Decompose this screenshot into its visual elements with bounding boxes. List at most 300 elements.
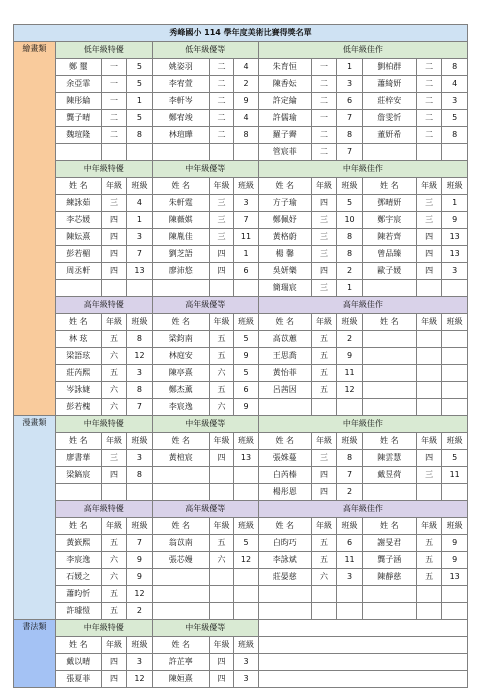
header-class: 班級 — [127, 433, 153, 450]
winner-name: 謝旻君 — [362, 535, 416, 552]
winner-grade: 五 — [209, 535, 233, 552]
winner-name — [55, 280, 101, 297]
header-name: 姓 名 — [152, 433, 209, 450]
winner-grade — [209, 280, 233, 297]
header-name: 姓 名 — [258, 178, 311, 195]
winner-class: 8 — [127, 331, 153, 348]
winner-name: 姚姿羽 — [152, 59, 209, 76]
winner-name: 張芯嫚 — [152, 552, 209, 569]
header-grade: 年級 — [101, 637, 127, 654]
winner-grade: 五 — [209, 348, 233, 365]
winner-class: 11 — [234, 229, 258, 246]
winner-class: 8 — [127, 127, 153, 144]
winner-grade: 四 — [101, 246, 127, 263]
header-class: 班級 — [127, 178, 153, 195]
winner-grade: 三 — [416, 212, 442, 229]
winner-class: 3 — [442, 263, 468, 280]
winner-class: 6 — [337, 93, 363, 110]
winner-grade — [101, 144, 127, 161]
winner-class: 8 — [127, 467, 153, 484]
winner-class: 13 — [442, 229, 468, 246]
winner-row — [14, 76, 468, 93]
winner-name — [362, 382, 416, 399]
winner-class: 3 — [337, 76, 363, 93]
winner-name — [362, 144, 416, 161]
winner-class — [234, 484, 258, 501]
winner-name: 林瑄曄 — [152, 127, 209, 144]
winner-name: 莊梓安 — [362, 93, 416, 110]
group-title: 高年級優等 — [152, 501, 258, 518]
winner-grade: 五 — [311, 348, 337, 365]
header-grade: 年級 — [101, 433, 127, 450]
winner-grade: 四 — [101, 467, 127, 484]
winner-row — [14, 59, 468, 76]
winner-row — [14, 552, 468, 569]
winner-row — [14, 467, 468, 484]
winner-name: 莊晏慈 — [258, 569, 311, 586]
winner-name — [152, 144, 209, 161]
winner-name — [258, 603, 311, 620]
winner-name: 李宸逸 — [152, 399, 209, 416]
winner-class: 9 — [337, 348, 363, 365]
header-name: 姓 名 — [152, 178, 209, 195]
winner-name: 黃嶔熙 — [55, 535, 101, 552]
winner-name: 陳胤佳 — [152, 229, 209, 246]
winner-grade: 四 — [416, 246, 442, 263]
winner-name: 莊芮熙 — [55, 365, 101, 382]
group-title: 高年級特優 — [55, 297, 152, 314]
group-title: 高年級佳作 — [258, 501, 467, 518]
winner-grade: 五 — [209, 331, 233, 348]
winner-grade: 六 — [209, 552, 233, 569]
winner-grade: 三 — [101, 195, 127, 212]
winner-name: 蕭昀忻 — [55, 586, 101, 603]
winner-class: 4 — [234, 110, 258, 127]
winner-name: 李芯媛 — [55, 212, 101, 229]
winner-grade: 二 — [416, 93, 442, 110]
winner-class: 10 — [337, 212, 363, 229]
winner-name: 高苡蕙 — [258, 331, 311, 348]
winner-grade: 六 — [101, 569, 127, 586]
group-title: 中年級特優 — [55, 161, 152, 178]
winner-name: 李宥萱 — [152, 76, 209, 93]
winner-grade: 二 — [209, 127, 233, 144]
winner-name: 許芷寧 — [152, 654, 209, 671]
header-grade: 年級 — [209, 637, 233, 654]
header-class: 班級 — [127, 518, 153, 535]
group-title: 中年級優等 — [152, 161, 258, 178]
winner-grade: 四 — [101, 671, 127, 688]
winner-name — [152, 467, 209, 484]
winner-class — [234, 467, 258, 484]
winner-name: 鄭杰薰 — [152, 382, 209, 399]
winner-class: 8 — [442, 59, 468, 76]
header-grade: 年級 — [416, 178, 442, 195]
winner-name: 李軒岑 — [152, 93, 209, 110]
winner-name — [152, 603, 209, 620]
winner-grade — [416, 348, 442, 365]
winner-row — [14, 586, 468, 603]
winner-grade: 三 — [209, 229, 233, 246]
winner-class — [442, 280, 468, 297]
winner-class: 2 — [127, 603, 153, 620]
winner-class: 7 — [337, 467, 363, 484]
winner-grade — [416, 586, 442, 603]
winner-class: 3 — [127, 229, 153, 246]
winner-class: 12 — [127, 348, 153, 365]
winner-name: 翁苡南 — [152, 535, 209, 552]
winner-class: 12 — [127, 586, 153, 603]
winner-class: 1 — [337, 59, 363, 76]
column-header-row — [14, 518, 468, 535]
winner-class: 7 — [337, 110, 363, 127]
winner-grade: 五 — [416, 569, 442, 586]
winner-grade — [416, 382, 442, 399]
winner-row — [14, 331, 468, 348]
winner-class: 8 — [337, 127, 363, 144]
winner-grade: 四 — [101, 229, 127, 246]
winner-grade: 五 — [101, 603, 127, 620]
winner-grade: 三 — [416, 195, 442, 212]
winner-grade — [311, 586, 337, 603]
header-grade: 年級 — [209, 178, 233, 195]
column-header-row — [14, 314, 468, 331]
winner-class: 4 — [234, 59, 258, 76]
winner-class: 9 — [234, 93, 258, 110]
winner-grade — [416, 399, 442, 416]
header-class: 班級 — [337, 518, 363, 535]
winner-row — [14, 654, 468, 671]
winner-class — [234, 280, 258, 297]
winner-name: 許儒瑜 — [258, 110, 311, 127]
winner-class — [127, 280, 153, 297]
header-grade: 年級 — [416, 518, 442, 535]
group-title: 中年級優等 — [152, 416, 258, 433]
group-title: 中年級特優 — [55, 416, 152, 433]
group-title: 中年級特優 — [55, 620, 152, 637]
winner-class: 3 — [127, 450, 153, 467]
winner-class: 8 — [234, 127, 258, 144]
winner-grade: 四 — [209, 263, 233, 280]
winner-grade: 五 — [311, 331, 337, 348]
winner-class: 5 — [442, 110, 468, 127]
winner-grade: 四 — [311, 263, 337, 280]
empty-cell — [258, 620, 467, 637]
winner-grade: 二 — [416, 110, 442, 127]
winner-grade: 一 — [101, 59, 127, 76]
winner-name: 陳香妘 — [258, 76, 311, 93]
winner-row — [14, 195, 468, 212]
winner-name — [55, 484, 101, 501]
winner-grade — [209, 586, 233, 603]
winner-grade: 六 — [101, 399, 127, 416]
winner-name: 梁鈞南 — [152, 331, 209, 348]
winner-name: 鄭佩妤 — [258, 212, 311, 229]
winner-name: 龔子晴 — [55, 110, 101, 127]
winner-class — [127, 144, 153, 161]
winner-grade: 六 — [101, 552, 127, 569]
winner-grade: 五 — [416, 552, 442, 569]
winner-class: 5 — [127, 110, 153, 127]
winner-grade — [209, 569, 233, 586]
winner-class: 8 — [127, 382, 153, 399]
winner-grade: 五 — [311, 365, 337, 382]
header-grade: 年級 — [209, 518, 233, 535]
winner-grade — [311, 603, 337, 620]
winner-class: 2 — [234, 76, 258, 93]
header-class: 班級 — [442, 518, 468, 535]
winner-grade: 一 — [101, 76, 127, 93]
winner-grade: 一 — [311, 59, 337, 76]
winner-class: 8 — [337, 229, 363, 246]
winner-class: 7 — [127, 399, 153, 416]
winner-grade — [209, 603, 233, 620]
winner-grade: 二 — [101, 110, 127, 127]
winner-grade: 四 — [416, 450, 442, 467]
winner-class — [234, 569, 258, 586]
winner-name: 練詠茹 — [55, 195, 101, 212]
winner-class: 13 — [127, 263, 153, 280]
group-title: 低年級佳作 — [258, 42, 467, 59]
winner-row — [14, 399, 468, 416]
category-label: 繪畫類 — [22, 44, 47, 53]
header-grade: 年級 — [101, 518, 127, 535]
header-name: 姓 名 — [152, 314, 209, 331]
winner-name: 黃怡菲 — [258, 365, 311, 382]
group-title-row — [14, 161, 468, 178]
winner-grade — [209, 144, 233, 161]
winner-name: 張姝蔓 — [258, 450, 311, 467]
winner-row — [14, 569, 468, 586]
winner-class — [442, 586, 468, 603]
winner-name — [362, 331, 416, 348]
winner-class: 13 — [442, 569, 468, 586]
winner-grade — [416, 484, 442, 501]
winner-name: 龔子涵 — [362, 552, 416, 569]
winner-grade: 三 — [311, 246, 337, 263]
winner-grade: 三 — [209, 212, 233, 229]
winner-name: 朱育恒 — [258, 59, 311, 76]
winner-name: 彭若楣 — [55, 246, 101, 263]
winner-grade: 四 — [101, 654, 127, 671]
winner-name: 朱軒霆 — [152, 195, 209, 212]
winner-name: 王思喬 — [258, 348, 311, 365]
winner-class: 9 — [442, 535, 468, 552]
winner-row — [14, 246, 468, 263]
header-grade: 年級 — [416, 314, 442, 331]
winner-grade — [416, 280, 442, 297]
winner-class: 5 — [442, 450, 468, 467]
winner-name — [152, 586, 209, 603]
winner-name: 鄭宇宸 — [362, 212, 416, 229]
header-name: 姓 名 — [55, 433, 101, 450]
winner-name: 歐子媛 — [362, 263, 416, 280]
header-class: 班級 — [234, 433, 258, 450]
winner-class: 1 — [442, 195, 468, 212]
winner-name: 梁語玹 — [55, 348, 101, 365]
winner-name: 許璩愷 — [55, 603, 101, 620]
winner-grade — [416, 365, 442, 382]
winner-name — [362, 348, 416, 365]
winner-class — [442, 484, 468, 501]
winner-row — [14, 382, 468, 399]
category-calligraphy — [14, 620, 56, 688]
header-class: 班級 — [442, 178, 468, 195]
winner-grade — [416, 144, 442, 161]
winner-name — [362, 586, 416, 603]
winner-grade: 二 — [101, 127, 127, 144]
winner-row — [14, 93, 468, 110]
header-name: 姓 名 — [362, 433, 416, 450]
header-class: 班級 — [234, 314, 258, 331]
winner-name: 黃楦宸 — [152, 450, 209, 467]
winner-name: 魏瑄隆 — [55, 127, 101, 144]
winner-class: 1 — [127, 93, 153, 110]
winner-grade: 二 — [311, 76, 337, 93]
winner-grade: 五 — [101, 331, 127, 348]
group-title: 高年級優等 — [152, 297, 258, 314]
winner-name: 陳彤綸 — [55, 93, 101, 110]
winner-class: 3 — [127, 365, 153, 382]
winner-class: 5 — [234, 535, 258, 552]
winner-name: 陳雲慧 — [362, 450, 416, 467]
winner-name: 管宸菲 — [258, 144, 311, 161]
winner-name: 陳靜慈 — [362, 569, 416, 586]
group-title: 高年級佳作 — [258, 297, 467, 314]
winner-grade: 五 — [101, 365, 127, 382]
winner-grade: 五 — [101, 586, 127, 603]
winner-grade: 四 — [311, 195, 337, 212]
header-class: 班級 — [234, 518, 258, 535]
header-name: 姓 名 — [55, 637, 101, 654]
header-grade: 年級 — [101, 314, 127, 331]
winner-class: 11 — [337, 552, 363, 569]
winner-class: 5 — [127, 76, 153, 93]
header-name: 姓 名 — [258, 314, 311, 331]
winner-name: 陳姮熹 — [152, 671, 209, 688]
winner-class: 12 — [337, 382, 363, 399]
winner-name — [55, 144, 101, 161]
winner-grade: 三 — [311, 229, 337, 246]
header-class: 班級 — [442, 433, 468, 450]
winner-class — [337, 586, 363, 603]
winner-grade: 二 — [209, 59, 233, 76]
winner-grade: 五 — [311, 535, 337, 552]
winner-grade: 六 — [209, 365, 233, 382]
winner-class: 9 — [234, 399, 258, 416]
winner-name — [258, 586, 311, 603]
header-class: 班級 — [442, 314, 468, 331]
winner-class: 5 — [234, 365, 258, 382]
winner-grade: 三 — [311, 212, 337, 229]
winner-grade: 一 — [311, 110, 337, 127]
winner-class: 3 — [234, 654, 258, 671]
winner-grade: 六 — [311, 569, 337, 586]
winner-row — [14, 348, 468, 365]
winner-name: 蕭綺妍 — [362, 76, 416, 93]
winner-grade: 二 — [416, 127, 442, 144]
category-painting — [14, 42, 56, 416]
winner-grade: 五 — [416, 535, 442, 552]
winner-name: 鄧晴妍 — [362, 195, 416, 212]
title-row — [14, 25, 468, 42]
header-name: 姓 名 — [258, 433, 311, 450]
winner-grade: 二 — [311, 127, 337, 144]
winner-class: 4 — [442, 76, 468, 93]
winner-grade: 四 — [416, 229, 442, 246]
winner-class — [234, 603, 258, 620]
winner-class — [234, 144, 258, 161]
group-title: 低年級優等 — [152, 42, 258, 59]
winner-name — [152, 280, 209, 297]
winner-class: 11 — [442, 467, 468, 484]
header-grade: 年級 — [311, 518, 337, 535]
header-name: 姓 名 — [152, 637, 209, 654]
header-name: 姓 名 — [362, 314, 416, 331]
winner-class: 5 — [337, 195, 363, 212]
winner-grade: 五 — [311, 552, 337, 569]
winner-name: 廖書華 — [55, 450, 101, 467]
empty-cell — [258, 654, 467, 671]
winner-class — [442, 331, 468, 348]
header-name: 姓 名 — [152, 518, 209, 535]
winner-grade: 五 — [311, 382, 337, 399]
winner-grade: 五 — [209, 382, 233, 399]
winner-class: 11 — [337, 365, 363, 382]
winner-name: 石媛之 — [55, 569, 101, 586]
winner-name — [152, 569, 209, 586]
header-grade: 年級 — [311, 433, 337, 450]
winner-class: 3 — [234, 195, 258, 212]
winner-class: 6 — [234, 263, 258, 280]
winner-name: 許定綸 — [258, 93, 311, 110]
winner-class — [442, 399, 468, 416]
winner-class: 3 — [234, 671, 258, 688]
header-name: 姓 名 — [55, 178, 101, 195]
winner-class: 2 — [337, 263, 363, 280]
winner-class: 1 — [127, 212, 153, 229]
winner-class: 9 — [127, 569, 153, 586]
winner-name: 陳亭熹 — [152, 365, 209, 382]
winner-grade: 四 — [101, 212, 127, 229]
winner-name: 董妍希 — [362, 127, 416, 144]
header-grade: 年級 — [416, 433, 442, 450]
winner-name: 李詠斌 — [258, 552, 311, 569]
winner-grade: 二 — [416, 76, 442, 93]
winner-class: 9 — [442, 552, 468, 569]
winner-name: 彭若槐 — [55, 399, 101, 416]
winner-name: 劉柏群 — [362, 59, 416, 76]
winner-class: 9 — [442, 212, 468, 229]
empty-cell — [258, 637, 467, 654]
header-grade: 年級 — [101, 178, 127, 195]
winner-grade: 二 — [311, 93, 337, 110]
winner-grade: 三 — [416, 467, 442, 484]
winner-class: 5 — [127, 59, 153, 76]
winner-grade: 一 — [101, 93, 127, 110]
header-class: 班級 — [337, 314, 363, 331]
winner-class: 6 — [234, 382, 258, 399]
winner-name: 方子瑜 — [258, 195, 311, 212]
winner-class: 6 — [337, 535, 363, 552]
winner-row — [14, 144, 468, 161]
winner-grade — [311, 399, 337, 416]
winner-grade: 二 — [209, 110, 233, 127]
winner-class: 7 — [127, 246, 153, 263]
winner-row — [14, 127, 468, 144]
winner-name — [362, 603, 416, 620]
winner-class: 3 — [127, 654, 153, 671]
